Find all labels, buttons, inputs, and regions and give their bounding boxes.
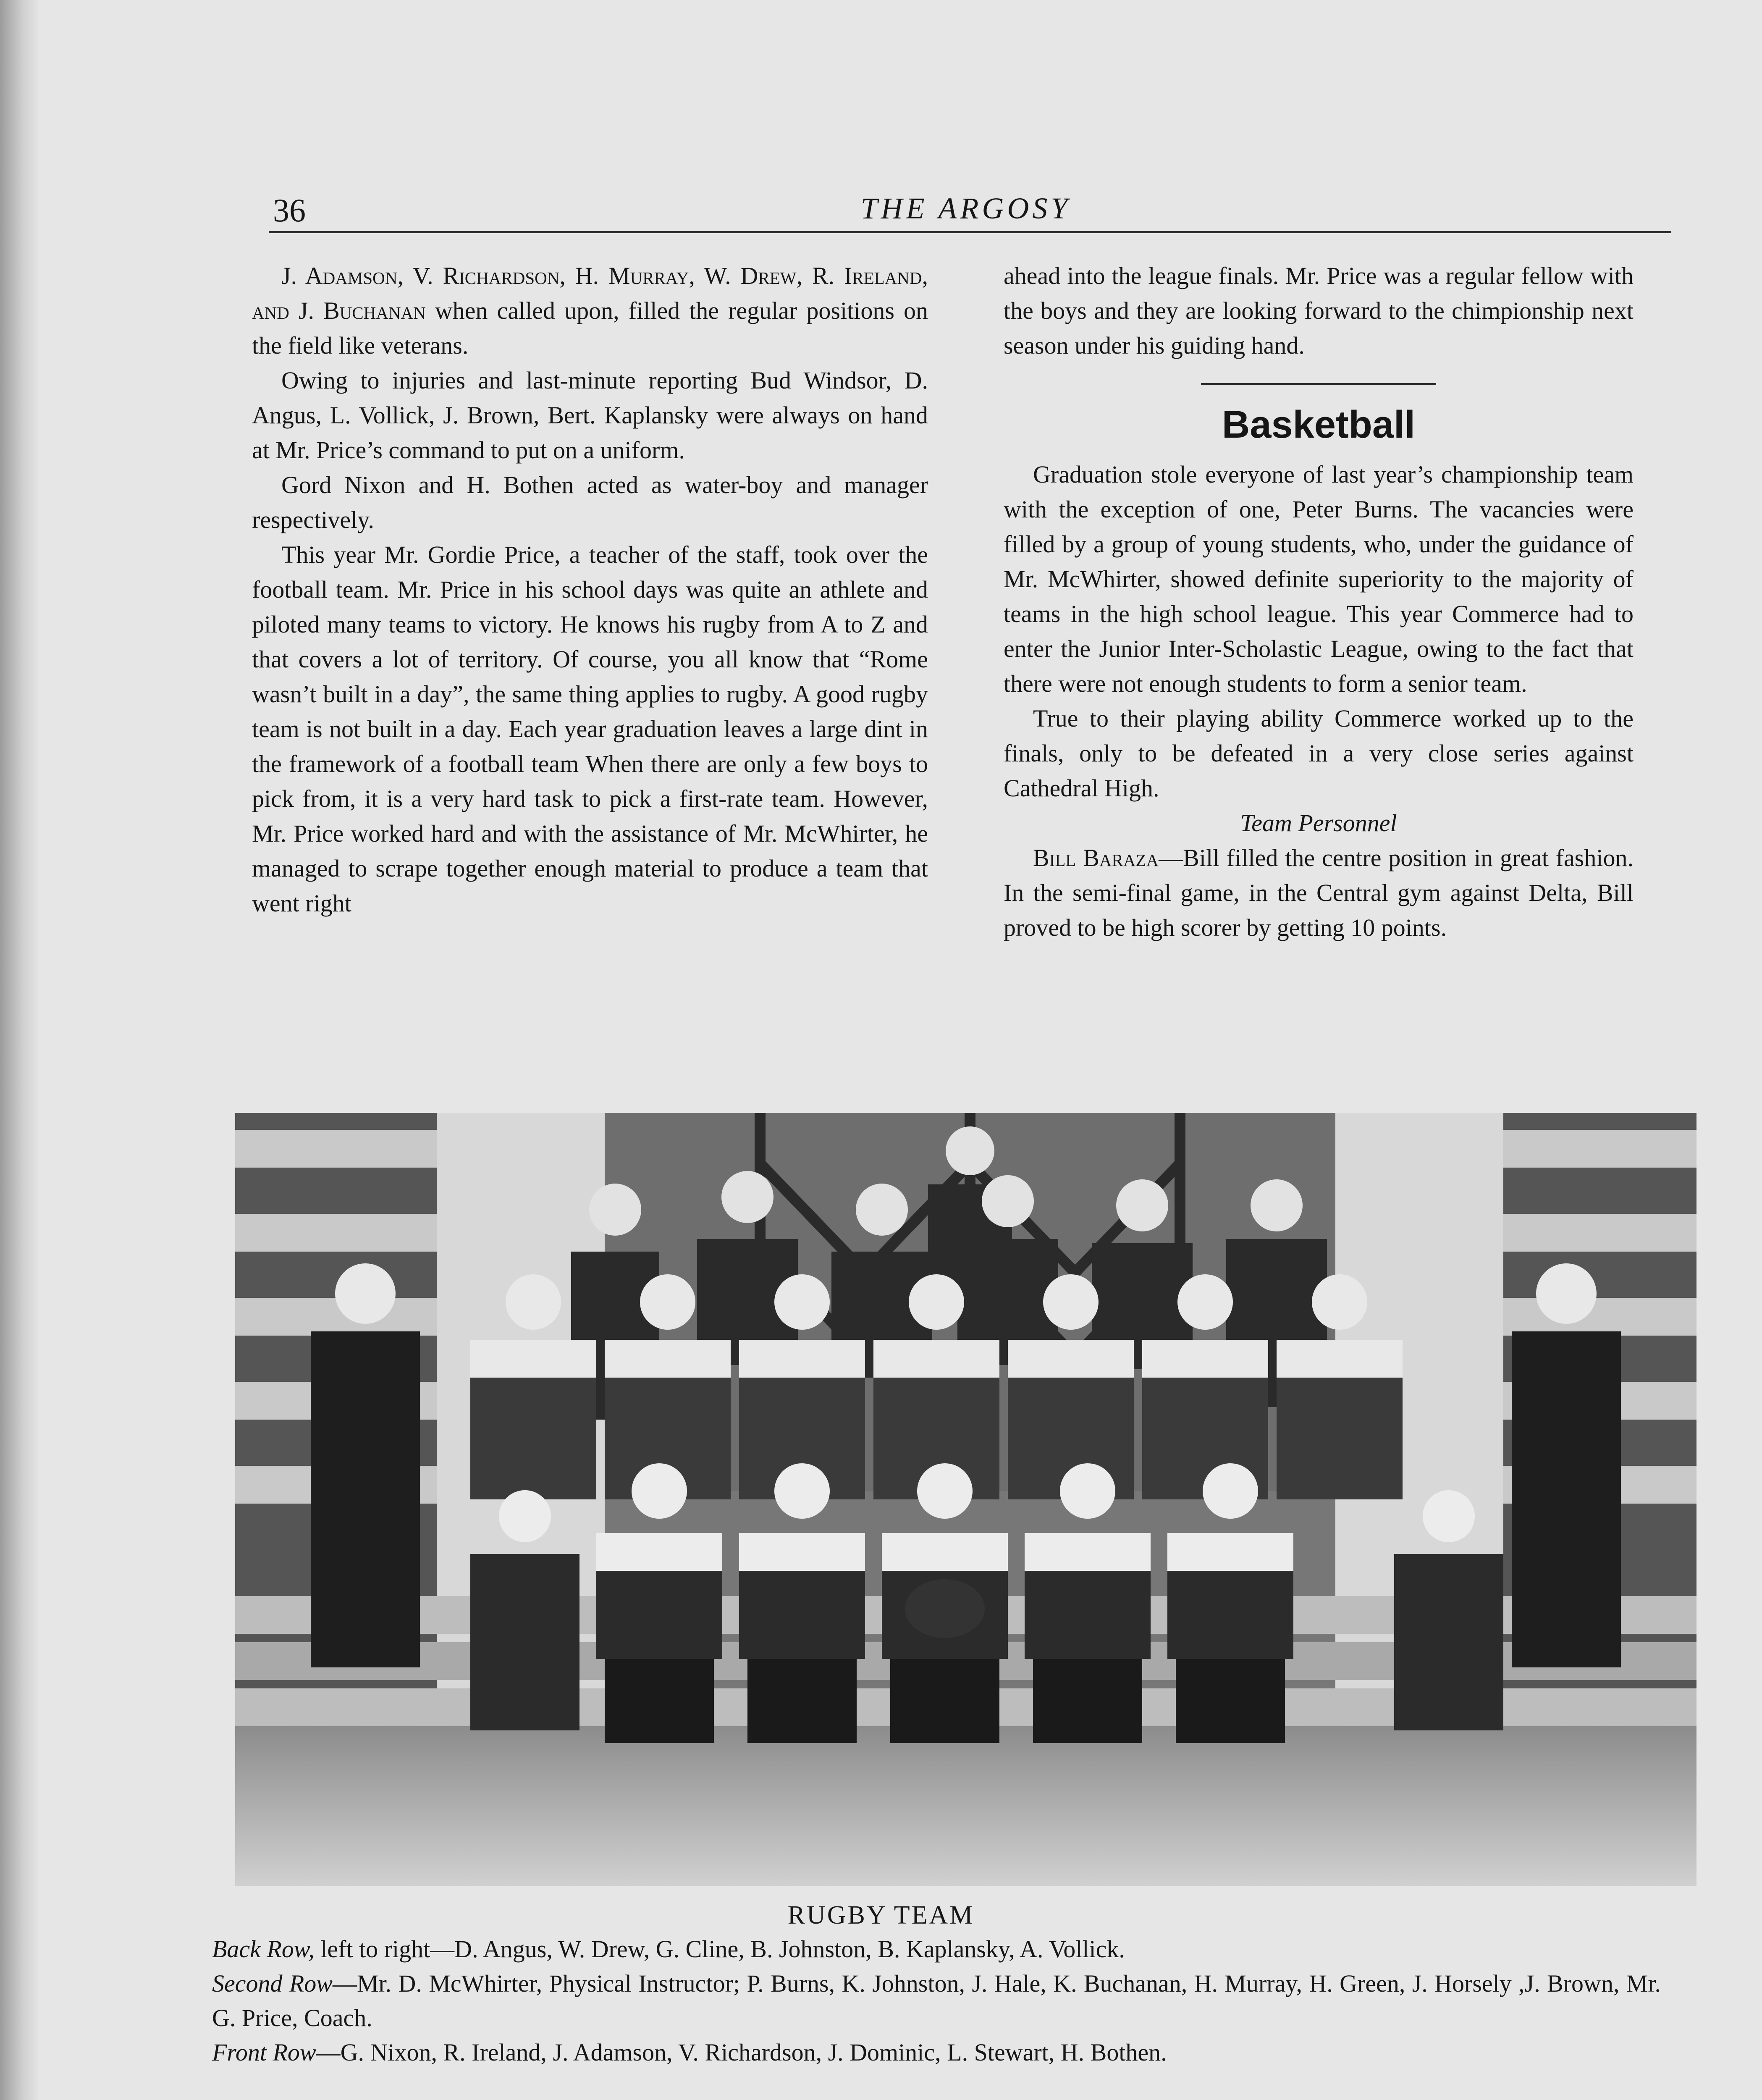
paragraph-substitutes: Owing to injuries and last-minute reporting Bud Windsor, D. Angus, L. Vollick, J. Brown, Bert. Kaplansky were always on hand at Mr. Price’s command to put on a uniform. — [252, 367, 928, 464]
paragraph-continued: ahead into the league finals. Mr. Price was a regular fellow with the boys and they are looking forward to the chimpionship next season under his guiding hand. — [1004, 262, 1634, 359]
paragraph-basketball-finals: True to their playing ability Commerce worked up to the finals, only to be defeated in a very close series against Cathedral High. — [1004, 705, 1634, 802]
running-title: THE ARGOSY — [860, 192, 1071, 225]
section-heading-basketball: Basketball — [1222, 403, 1416, 446]
paragraph-coach: This year Mr. Gordie Price, a teacher of the staff, took over the football team. Mr. Price in his school days was quite an athlete and piloted many teams to victory. He knows his rugby from A to Z and that covers a lot of territory. Of course, you all know that “Rome wasn’t built in a day”, the same thing applies to rugby. A good rugby team is not built in a day. Each year graduation leaves a large dint in the framework of a football team When there are only a few boys to pick from, it is a very hard task to pick a first-rate team. However, Mr. Price worked hard and with the assistance of Mr. McWhirter, he managed to scrape together enough material to produce a team that went right — [252, 541, 928, 917]
photo-caption-title: RUGBY TEAM — [787, 1901, 975, 1929]
section-divider — [1201, 383, 1436, 385]
roster-names: J. Adamson, V. Richardson, H. Murray, W. Drew, R. Ireland, and J. Buchanan — [252, 262, 928, 324]
left-column — [252, 258, 928, 921]
photo-caption — [212, 1932, 1661, 2070]
paragraph-basketball-intro: Graduation stole everyone of last year’s championship team with the exception of one, Peter Burns. The vacancies were filled by a group of young students, who, under the guidance of Mr. McWhirter, showed definite superiority to the majority of teams in the high school league. This year Commerce had to enter the Junior Inter-Scholastic League, owing to the fact that there were not enough students to form a senior team. — [1004, 461, 1634, 697]
paragraph-waterboy: Gord Nixon and H. Bothen acted as water-boy and manager respectively. — [252, 471, 928, 533]
personnel-name: Bill Baraza — [1033, 844, 1159, 872]
sidewalk — [235, 1726, 1696, 1886]
page-binding-shadow — [0, 0, 38, 2100]
caption-front-row-lead: Front Row — [212, 2039, 316, 2066]
subheading-team-personnel: Team Personnel — [1240, 809, 1397, 837]
caption-back-row-text: left to right—D. Angus, W. Drew, G. Cline, B. Johnston, B. Kaplansky, A. Vollick. — [314, 1935, 1125, 1963]
paragraph-personnel-baraza — [1004, 840, 1634, 945]
page-number: 36 — [273, 192, 306, 228]
roster-rest: when called upon, filled the regular positions on the field like veterans. — [252, 297, 928, 359]
caption-back-row-lead: Back Row, — [212, 1935, 315, 1963]
header-rule — [269, 231, 1671, 233]
caption-second-row-text: —Mr. D. McWhirter, Physical Instructor; P. Burns, K. Johnston, J. Hale, K. Buchanan, H. Murray, H. Green, J. Horsely ,J. Brown, Mr. G. Price, Coach. — [212, 1970, 1661, 2032]
right-column — [1004, 258, 1634, 945]
paragraph-roster — [252, 258, 928, 363]
caption-front-row — [212, 2035, 1661, 2070]
caption-second-row — [212, 1966, 1661, 2035]
caption-back-row — [212, 1932, 1661, 1966]
caption-front-row-text: —G. Nixon, R. Ireland, J. Adamson, V. Richardson, J. Dominic, L. Stewart, H. Bothen. — [316, 2039, 1167, 2066]
rugby-team-photo — [235, 1113, 1696, 1886]
rugby-ball — [905, 1579, 985, 1638]
caption-second-row-lead: Second Row — [212, 1970, 333, 1997]
photo-illustration — [235, 1113, 1696, 1886]
personnel-text: —Bill filled the centre position in great fashion. In the semi-final game, in the Central gym against Delta, Bill proved to be high scorer by getting 10 points. — [1004, 844, 1634, 941]
